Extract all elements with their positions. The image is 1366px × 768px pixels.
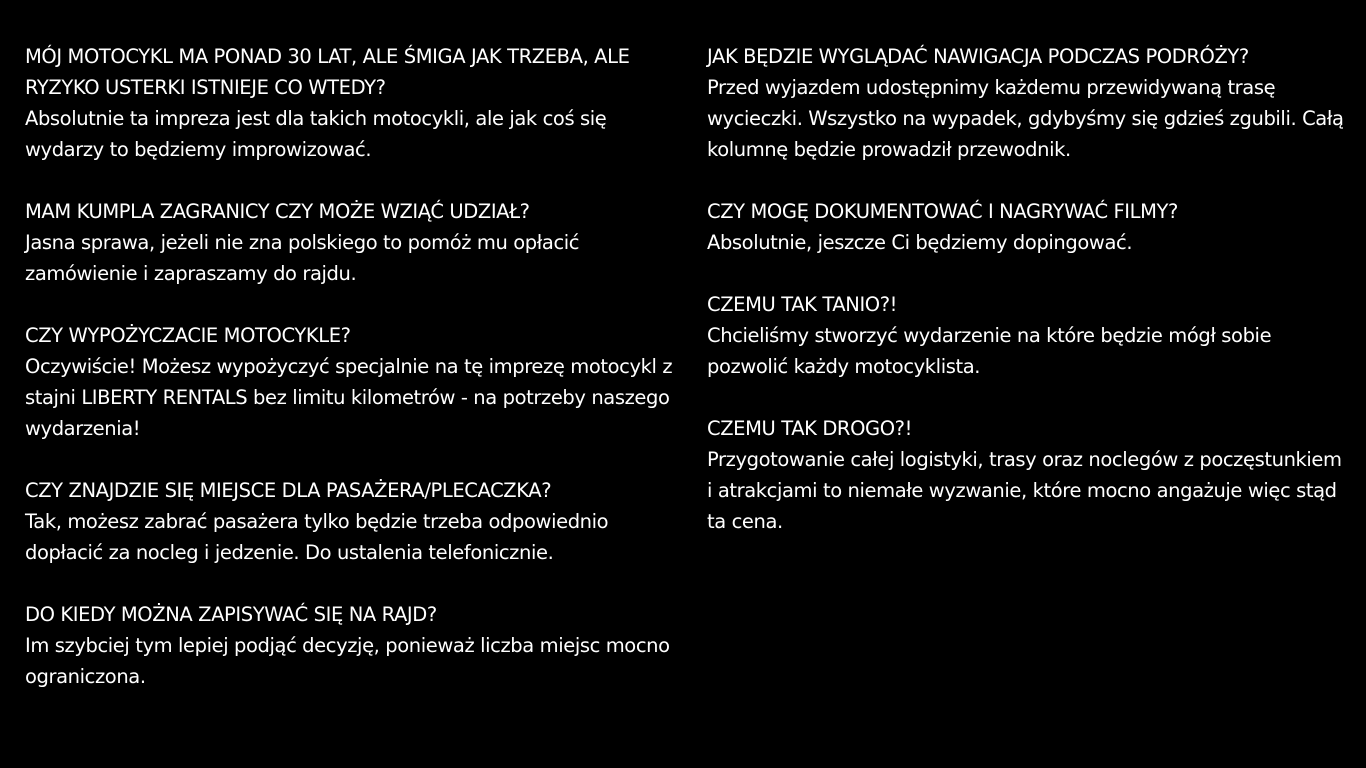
faq-answer: Oczywiście! Możesz wypożyczyć specjalnie na tę imprezę motocykl z stajni LIBERTY RENTALS bez limitu kilometrów - na potrzeby naszego wydarzenia! [25, 355, 673, 440]
faq-item [707, 413, 1347, 537]
faq-answer: Im szybciej tym lepiej podjąć decyzję, ponieważ liczba miejsc mocno ograniczona. [25, 634, 670, 688]
faq-item [25, 41, 685, 165]
faq-question: JAK BĘDZIE WYGLĄDAĆ NAWIGACJA PODCZAS PODRÓŻY? [707, 45, 1249, 68]
faq-item [25, 320, 685, 444]
faq-answer: Absolutnie ta impreza jest dla takich motocykli, ale jak coś się wydarzy to będziemy improwizować. [25, 107, 607, 161]
faq-question: CZEMU TAK DROGO?! [707, 417, 913, 440]
faq-answer: Absolutnie, jeszcze Ci będziemy dopingować. [707, 231, 1133, 254]
faq-question: DO KIEDY MOŻNA ZAPISYWAĆ SIĘ NA RAJD? [25, 603, 437, 626]
faq-item [25, 475, 685, 568]
faq-item [25, 196, 685, 289]
faq-question: MAM KUMPLA ZAGRANICY CZY MOŻE WZIĄĆ UDZIAŁ? [25, 200, 530, 223]
faq-item [707, 289, 1347, 382]
faq-item [707, 41, 1347, 165]
faq-question: CZEMU TAK TANIO?! [707, 293, 898, 316]
faq-question: CZY WYPOŻYCZACIE MOTOCYKLE? [25, 324, 351, 347]
faq-answer: Chcieliśmy stworzyć wydarzenie na które będzie mógł sobie pozwolić każdy motocyklista. [707, 324, 1272, 378]
faq-answer: Jasna sprawa, jeżeli nie zna polskiego to pomóż mu opłacić zamówienie i zapraszamy do rajdu. [25, 231, 580, 285]
faq-column-left [25, 41, 685, 723]
faq-question: CZY ZNAJDZIE SIĘ MIEJSCE DLA PASAŻERA/PLECACZKA? [25, 479, 552, 502]
faq-answer: Tak, możesz zabrać pasażera tylko będzie trzeba odpowiednio dopłacić za nocleg i jedzenie. Do ustalenia telefonicznie. [25, 510, 609, 564]
faq-answer: Przygotowanie całej logistyki, trasy oraz noclegów z poczęstunkiem i atrakcjami to niemałe wyzwanie, które mocno angażuje więc stąd ta cena. [707, 448, 1342, 533]
faq-item [25, 599, 685, 692]
faq-question: MÓJ MOTOCYKL MA PONAD 30 LAT, ALE ŚMIGA JAK TRZEBA, ALE RYZYKO USTERKI ISTNIEJE CO WTEDY? [25, 45, 630, 99]
faq-answer: Przed wyjazdem udostępnimy każdemu przewidywaną trasę wycieczki. Wszystko na wypadek, gdybyśmy się gdzieś zgubili. Całą kolumnę będzie prowadził przewodnik. [707, 76, 1344, 161]
faq-column-right [707, 41, 1347, 568]
faq-question: CZY MOGĘ DOKUMENTOWAĆ I NAGRYWAĆ FILMY? [707, 200, 1179, 223]
faq-item [707, 196, 1347, 258]
